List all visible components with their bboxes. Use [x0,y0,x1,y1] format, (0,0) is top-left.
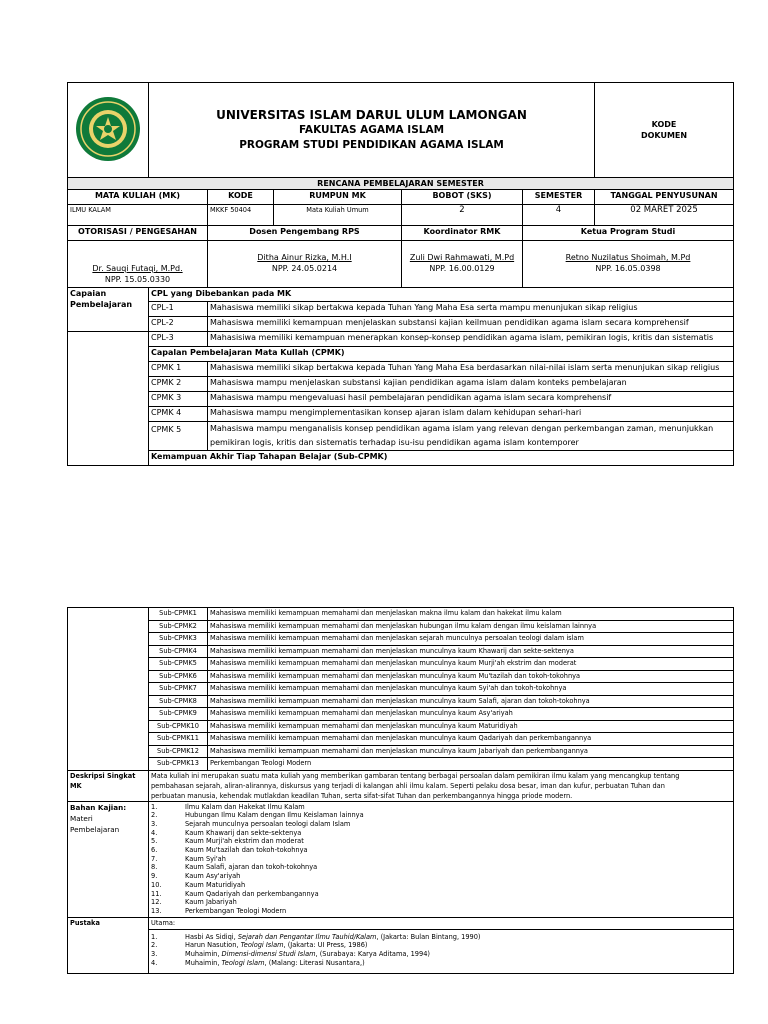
kaprodi-label: Ketua Program Studi [523,226,734,241]
col-kode: KODE [208,190,274,205]
pustaka-item-number: 3. [151,950,158,959]
cpl-text: Mahasiswa memiliki kemampuan menjelaskan substansi kajian keilmuan pendidikan agama islam secara komprehensif [208,317,734,332]
bahan-item-number: 12. [151,898,162,907]
sub-cpmk-row [68,708,734,721]
bahan-item [151,846,731,855]
cpmk-row [68,407,734,422]
sub-cpmk-row [68,745,734,758]
signature-koordinator [402,241,523,288]
cpmk-code: CPMK 3 [149,392,208,407]
sub-cpmk-code: Sub-CPMK2 [149,620,208,633]
sub-cpmk-code: Sub-CPMK12 [149,745,208,758]
signatory-name: Retno Nuzilatus Shoimah, M.Pd [565,253,691,262]
pustaka-publisher: , (Jakarta: UI Press, 1986) [283,941,368,950]
pustaka-item-number: 2. [151,941,158,950]
sub-cpmk-row [68,670,734,683]
bahan-item [151,907,731,916]
cpl-code: CPL-1 [149,302,208,317]
pustaka-publisher: , (Surabaya: Karya Aditama, 1994) [315,950,430,959]
signature-kaprodi [523,241,734,288]
sub-cpmk-text: Mahasiswa memiliki kemampuan memahami dan menjelaskan munculnya kaum Qadariyah dan perkembangannya [208,733,734,746]
signatory-name: Dr. Sauqi Futaqi, M.Pd. [92,264,183,273]
bahan-item-text: Hubungan Ilmu Kalam dengan Ilmu Keislaman lainnya [185,811,364,820]
sub-cpmk-code: Sub-CPMK4 [149,645,208,658]
cpmk-row [68,422,734,451]
deskripsi-line2: pembahasan sejarah, aliran-alirannya, diskursus yang terjadi di kalangan ahli ilmu kalam. Seperti pelaku dosa besar, iman dan kufur, perbuatan Tuhan dan [151,781,665,790]
bahan-item-text: Kaum Khawarij dan sekte-sektenya [185,828,302,837]
bahan-item-number: 4. [151,828,158,837]
bahan-item [151,881,731,890]
pustaka-author: Muhaimin, [185,958,222,967]
cpl-heading: CPL yang Dibebankan pada MK [149,288,734,302]
header-title-cell [149,83,595,178]
sub-cpmk-text: Perkembangan Teologi Modern [208,758,734,771]
sub-cpmk-row [68,608,734,621]
value-semester: 4 [523,205,595,226]
cpmk-code: CPMK 2 [149,377,208,392]
sub-cpmk-text: Mahasiswa memiliki kemampuan memahami dan menjelaskan munculnya kaum Asy'ariyah [208,708,734,721]
pustaka-item-text [185,941,367,950]
sub-cpmk-row [68,720,734,733]
pustaka-utama: Utama: [149,917,734,929]
sub-cpmk-code: Sub-CPMK10 [149,720,208,733]
otorisasi-label: OTORISASI / PENGESAHAN [68,226,208,241]
bahan-item-text: Perkembangan Teologi Modern [185,906,287,915]
bahan-item-text: Kaum Asy'ariyah [185,872,241,881]
pustaka-item [151,941,731,950]
pustaka-item [151,933,731,942]
sub-cpmk-text: Mahasiswa memiliki kemampuan memahami dan menjelaskan makna ilmu kalam dan hakekat ilmu kalam [208,608,734,621]
signatory-name: Ditha Ainur Rizka, M.H.I [257,253,352,262]
pustaka-author: Harun Nasution, [185,941,241,950]
cpmk-row [68,392,734,407]
bahan-list [151,803,731,916]
cpl-row [68,332,734,347]
col-bobot: BOBOT (SKS) [402,190,523,205]
sub-cpmk-text: Mahasiswa memiliki kemampuan memahami dan menjelaskan munculnya kaum Maturidiyah [208,720,734,733]
col-rumpun: RUMPUN MK [274,190,402,205]
bahan-item-number: 6. [151,846,158,855]
cpmk-text: Mahasiswa mampu menjelaskan substansi kajian pendidikan agama islam dalam konteks pembelajaran [208,377,734,392]
pustaka-title: Sejarah dan Pengantar Ilmu Tauhid/Kalam [237,932,377,941]
sub-cpmk-row [68,620,734,633]
sub-cpmk-code: Sub-CPMK13 [149,758,208,771]
bahan-item-number: 2. [151,811,158,820]
pustaka-title: Teologi Islam [240,941,284,950]
bahan-item-number: 9. [151,872,158,881]
bahan-item-text: Kaum Mu'tazilah dan tokoh-tokohnya [185,846,308,855]
bahan-item-text: Ilmu Kalam dan Hakekat Ilmu Kalam [185,802,305,811]
cpmk5-line1: Mahasiswa mampu menganalisis konsep pendidikan agama islam yang relevan dengan perkembangan zaman, menunjukkan [210,424,714,433]
program-name: PROGRAM STUDI PENDIDIKAN AGAMA ISLAM [239,139,504,151]
signatory-npp: NPP. 16.00.0129 [429,264,495,273]
sub-cpmk-code: Sub-CPMK9 [149,708,208,721]
bahan-item-text: Sejarah munculnya persoalan teologi dalam Islam [185,819,351,828]
signature-otorisasi [68,241,208,288]
bahan-item-number: 8. [151,863,158,872]
bahan-item [151,811,731,820]
bahan-item [151,872,731,881]
pustaka-publisher: , (Malang: Literasi Nusantara,) [264,958,365,967]
bahan-item [151,837,731,846]
dosen-pengembang-label: Dosen Pengembang RPS [208,226,402,241]
sub-cpmk-row [68,695,734,708]
cpmk-code: CPMK 1 [149,362,208,377]
value-rumpun: Mata Kuliah Umum [274,205,402,226]
bahan-sub2: Pembelajaran [70,824,120,834]
bahan-item-number: 1. [151,802,158,811]
bahan-item [151,898,731,907]
cpl-code: CPL-3 [149,332,208,347]
university-logo-icon [74,95,142,163]
dokumen-label: DOKUMEN [640,131,688,140]
logo-cell [68,83,149,178]
faculty-name: FAKULTAS AGAMA ISLAM [298,124,445,136]
pustaka-list-cell [149,929,734,973]
sub-cpmk-code: Sub-CPMK3 [149,633,208,646]
pustaka-item-text [185,950,430,959]
col-semester: SEMESTER [523,190,595,205]
bahan-item-text: Kaum Qadariyah dan perkembangannya [185,889,319,898]
signatory-npp: NPP. 15.05.0330 [104,275,171,284]
sub-cpmk-text: Mahasiswa memiliki kemampuan memahami dan menjelaskan sejarah munculnya persoalan teologi dalam islam [208,633,734,646]
cpmk-text: Mahasiswa mampu mengimplementasikan konsep ajaran islam dalam kehidupan sehari-hari [208,407,734,422]
sub-cpmk-code: Sub-CPMK1 [149,608,208,621]
capaian-label-line1: Capaian [70,289,107,298]
pustaka-item [151,950,731,959]
bahan-item-text: Kaum Maturidiyah [185,880,246,889]
sub-cpmk-heading: Kemampuan Akhir Tiap Tahapan Belajar (Sub-CPMK) [149,451,734,466]
pustaka-author: Muhaimin, [185,950,222,959]
cpmk5-line2: pemikiran logis, kritis dan sistematis terhadap isu-isu pendidikan agama islam kontemporer [210,438,579,447]
sub-cpmk-row [68,758,734,771]
bahan-list-cell [149,801,734,917]
cpl-row [68,317,734,332]
cpl-text: Mahasiswa memiliki sikap bertakwa kepada Tuhan Yang Maha Esa serta mampu menunjukan sikap religius [208,302,734,317]
signature-dosen [208,241,402,288]
deskripsi-line1: Mata kuliah ini merupakan suatu mata kuliah yang memberikan gambaran tentang berbagai persoalan dalam pemikiran ilmu kalam yang mencangkup tentang [151,771,680,780]
sub-cpmk-code: Sub-CPMK5 [149,658,208,671]
sub-cpmk-blank [68,608,149,771]
cpmk-row [68,377,734,392]
sub-cpmk-text: Mahasiswa memiliki kemampuan memahami dan menjelaskan hubungan ilmu kalam dengan ilmu keislaman lainnya [208,620,734,633]
col-tanggal: TANGGAL PENYUSUNAN [595,190,734,205]
rps-header-table [67,82,734,466]
pustaka-publisher: , (Jakarta: Bulan Bintang, 1990) [376,932,481,941]
capaian-label-line2: Pembelajaran [70,300,133,309]
sub-cpmk-text: Mahasiswa memiliki kemampuan memahami dan menjelaskan munculnya kaum Murji'ah ekstrim dan moderat [208,658,734,671]
sub-cpmk-code: Sub-CPMK8 [149,695,208,708]
koordinator-label: Koordinator RMK [402,226,523,241]
bahan-label-cell [68,801,149,917]
bahan-sub1: Materi [70,813,93,823]
kode-dokumen-cell [595,83,734,178]
sub-cpmk-row [68,733,734,746]
signatory-npp: NPP. 16.05.0398 [595,264,661,273]
sub-cpmk-row [68,683,734,696]
pustaka-title: Dimensi-dimensi Studi Islam [221,950,316,959]
signatory-name: Zuli Dwi Rahmawati, M.Pd [409,253,515,262]
cpmk-code: CPMK 4 [149,407,208,422]
bahan-item [151,820,731,829]
bahan-item [151,829,731,838]
bahan-item-number: 11. [151,889,162,898]
value-tanggal: 02 MARET 2025 [595,205,734,226]
value-mata-kuliah: ILMU KALAM [68,205,208,226]
capaian-blank [68,332,149,466]
pustaka-item-text [185,959,365,968]
bahan-item [151,855,731,864]
pustaka-list [151,933,731,968]
rps-detail-table [67,607,734,974]
sub-cpmk-text: Mahasiswa memiliki kemampuan memahami dan menjelaskan munculnya kaum Mu'tazilah dan tokoh-tokohnya [208,670,734,683]
pustaka-item [151,959,731,968]
bahan-item [151,890,731,899]
bahan-item [151,803,731,812]
capaian-label [68,288,149,332]
pustaka-item-text [185,933,481,942]
bahan-item-number: 10. [151,880,162,889]
sub-cpmk-text: Mahasiswa memiliki kemampuan memahami dan menjelaskan munculnya kaum Jabariyah dan perkembangannya [208,745,734,758]
sub-cpmk-row [68,633,734,646]
bahan-item-number: 5. [151,837,158,846]
pustaka-title: Teologi Islam [221,958,265,967]
sub-cpmk-text: Mahasiswa memiliki kemampuan memahami dan menjelaskan munculnya kaum Khawarij dan sekte-sektenya [208,645,734,658]
rps-title: RENCANA PEMBELAJARAN SEMESTER [68,178,734,190]
bahan-item [151,863,731,872]
cpmk-text: Mahasiswa mampu mengevaluasi hasil pembelajaran pendidikan agama islam secara komprehensif [208,392,734,407]
sub-cpmk-code: Sub-CPMK11 [149,733,208,746]
cpl-text: Mahasisiwa memiliki kemampuan menerapkan konsep-konsep pendidikan agama islam, pemikiran logis, kritis dan sistematis [208,332,734,347]
bahan-label: Bahan Kajian: [70,802,127,812]
deskripsi-label: Deskripsi Singkat MK [68,770,149,801]
bahan-item-text: Kaum Jabariyah [185,898,237,907]
pustaka-item-number: 1. [151,932,158,941]
sub-cpmk-code: Sub-CPMK7 [149,683,208,696]
kode-label: KODE [651,120,677,129]
cpmk-heading: Capalan Pembelajaran Mata Kullah (CPMK) [149,347,734,362]
bahan-item-number: 3. [151,819,158,828]
pustaka-label: Pustaka [68,917,149,973]
bahan-item-number: 13. [151,906,162,915]
cpmk-row [68,362,734,377]
value-kode: MKKF 50404 [208,205,274,226]
sub-cpmk-row [68,645,734,658]
sub-cpmk-text: Mahasiswa memiliki kemampuan memahami dan menjelaskan munculnya kaum Salafi, ajaran dan tokoh-tokohnya [208,695,734,708]
cpmk-code: CPMK 5 [149,422,208,451]
col-mata-kuliah: MATA KULIAH (MK) [68,190,208,205]
deskripsi-text [149,770,734,801]
university-name: UNIVERSITAS ISLAM DARUL ULUM LAMONGAN [216,108,527,122]
cpl-code: CPL-2 [149,317,208,332]
deskripsi-line3: perbuatan manusia, kehendak mutlakdan keadilan Tuhan, serta sifat-sifat Tuhan dan perkembangannya hingga priode modern. [151,791,573,800]
pustaka-author: Hasbi As Sidiqi, [185,932,238,941]
bahan-item-number: 7. [151,854,158,863]
sub-cpmk-text: Mahasiswa memiliki kemampuan memahami dan menjelaskan munculnya kaum Syi'ah dan tokoh-tokohnya [208,683,734,696]
bahan-item-text: Kaum Syi'ah [185,854,226,863]
bahan-item-text: Kaum Murji'ah ekstrim dan moderat [185,837,304,846]
sub-cpmk-code: Sub-CPMK6 [149,670,208,683]
cpmk-text [208,422,734,451]
signatory-npp: NPP. 24.05.0214 [271,264,338,273]
sub-cpmk-row [68,658,734,671]
cpl-row [68,302,734,317]
bahan-item-text: Kaum Salafi, ajaran dan tokoh-tokohnya [185,863,318,872]
pustaka-item-number: 4. [151,958,158,967]
value-bobot: 2 [402,205,523,226]
cpmk-text: Mahasiswa memiliki sikap bertakwa kepada Tuhan Yang Maha Esa berdasarkan nilai-nilai islam serta menunjukan sikap religius [208,362,734,377]
